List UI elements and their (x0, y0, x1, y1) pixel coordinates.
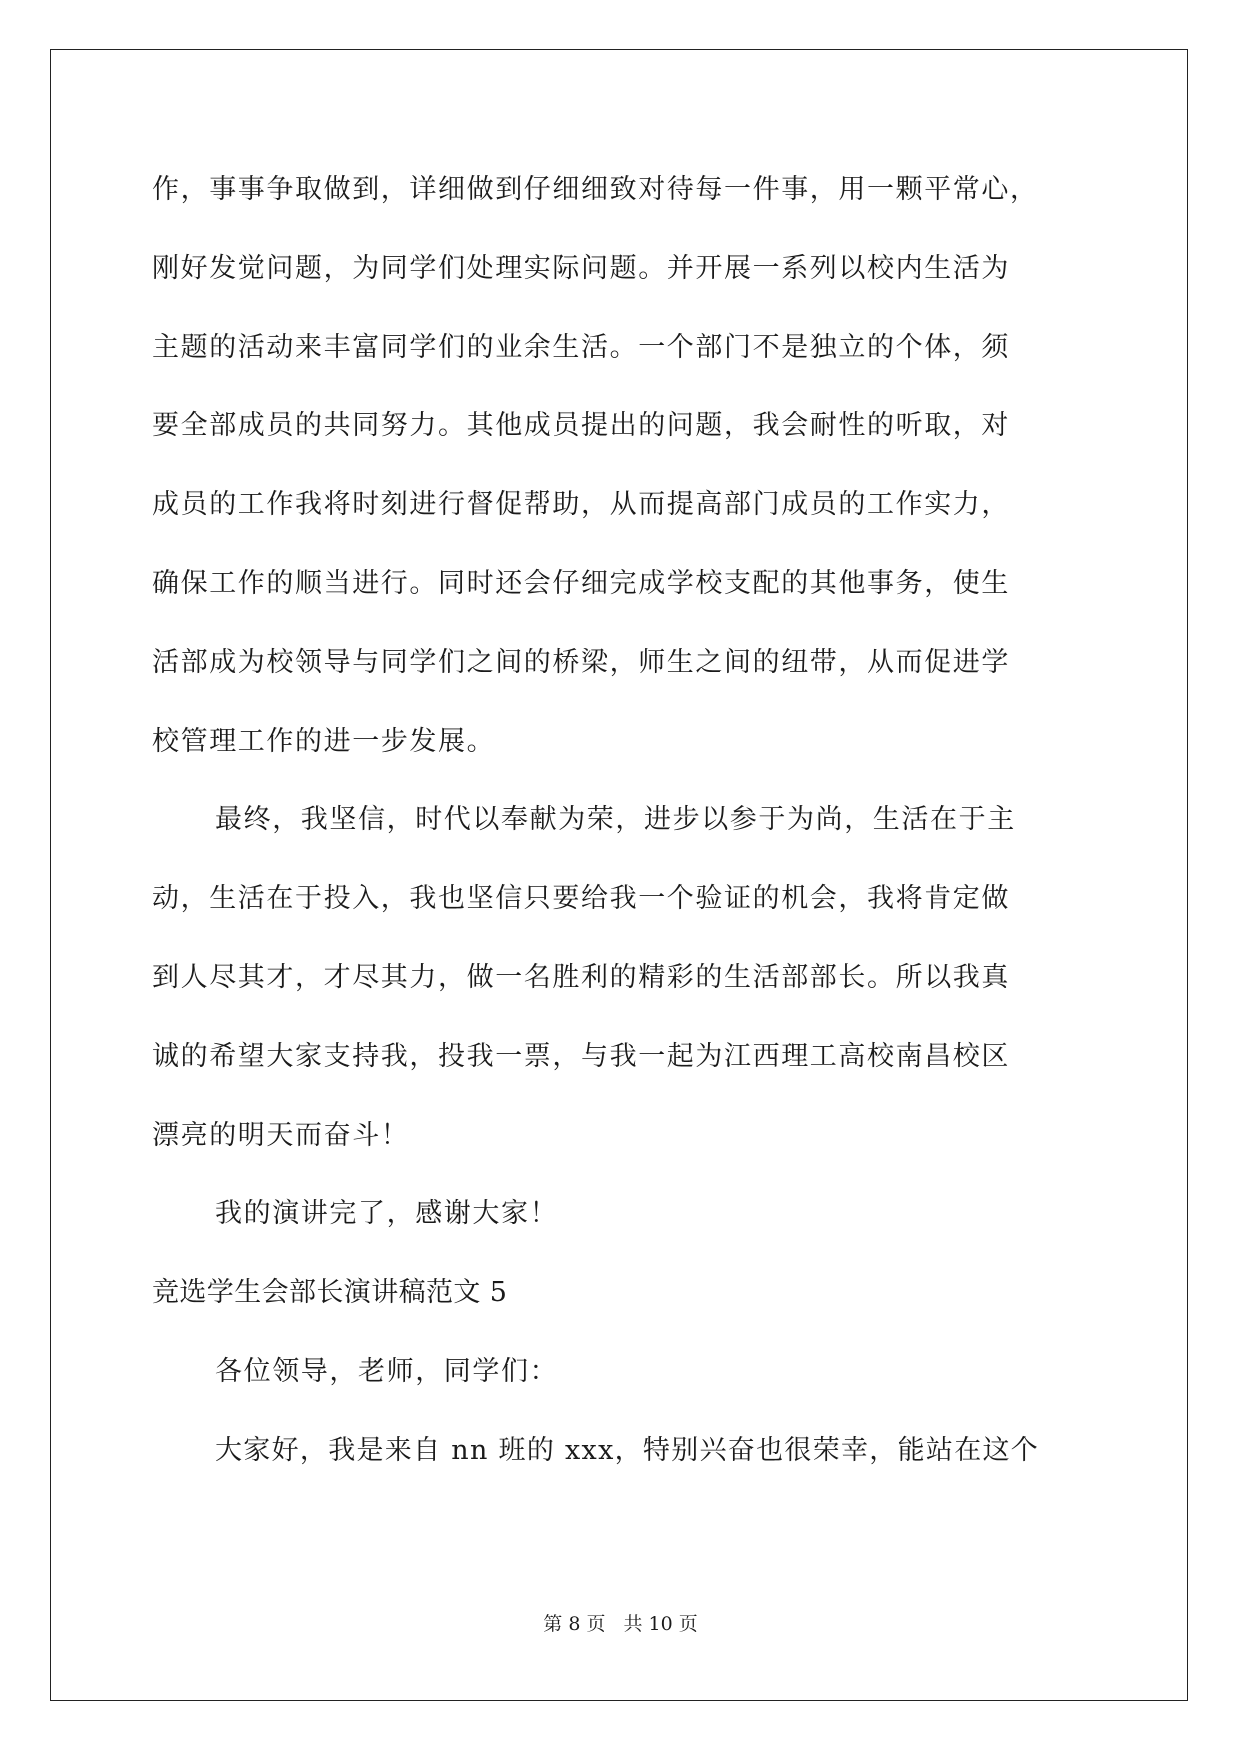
paragraph-line: 确保工作的顺当进行。同时还会仔细完成学校支配的其他事务，使生 (152, 567, 1010, 599)
paragraph-line: 最终，我坚信，时代以奉献为荣，进步以参于为尚，生活在于主 (215, 804, 1016, 836)
paragraph-line: 作，事事争取做到，详细做到仔细细致对待每一件事，用一颗平常心， (152, 174, 1039, 205)
salutation-line: 各位领导，老师，同学们： (215, 1355, 559, 1387)
paragraph-line: 校管理工作的进一步发展。 (152, 725, 496, 757)
page-footer (0, 1612, 1241, 1636)
paragraph-line: 刚好发觉问题，为同学们处理实际问题。并开展一系列以校内生活为 (152, 252, 1010, 284)
paragraph-line: 诚的希望大家支持我，投我一票，与我一起为江西理工高校南昌校区 (152, 1040, 1010, 1072)
paragraph-line: 到人尽其才，才尽其力，做一名胜利的精彩的生活部部长。所以我真 (152, 961, 1010, 993)
paragraph-line: 要全部成员的共同努力。其他成员提出的问题，我会耐性的听取，对 (152, 410, 1010, 442)
paragraph-line: 活部成为校领导与同学们之间的桥梁，师生之间的纽带，从而促进学 (152, 646, 1010, 678)
paragraph-line: 成员的工作我将时刻进行督促帮助，从而提高部门成员的工作实力， (152, 489, 1010, 521)
page-number: 第 8 页 (543, 1613, 606, 1635)
section-heading: 竞选学生会部长演讲稿范文 5 (152, 1277, 508, 1309)
paragraph-line: 大家好，我是来自 nn 班的 xxx，特别兴奋也很荣幸，能站在这个 (215, 1434, 1040, 1466)
paragraph-line: 动，生活在于投入，我也坚信只要给我一个验证的机会，我将肯定做 (152, 883, 1010, 915)
paragraph-line: 主题的活动来丰富同学们的业余生活。一个部门不是独立的个体，须 (152, 331, 1010, 363)
paragraph-line: 漂亮的明天而奋斗！ (152, 1119, 410, 1151)
page-total: 共 10 页 (623, 1613, 698, 1635)
paragraph-line: 我的演讲完了，感谢大家！ (215, 1198, 559, 1230)
document-body (152, 160, 1092, 1500)
